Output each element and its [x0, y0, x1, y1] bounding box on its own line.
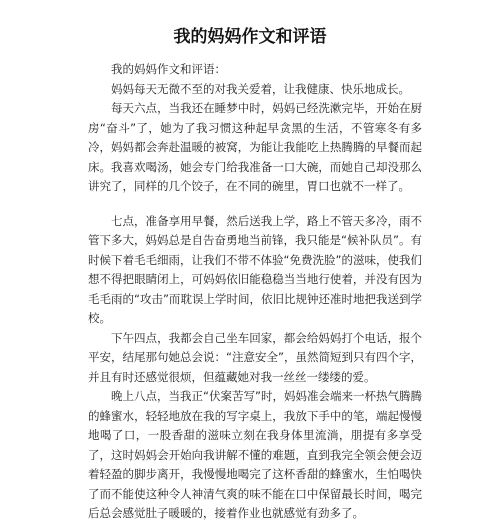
- paragraph: 晚上八点，当我正“伏案苦写”时，妈妈准会端来一杯热气腾腾的蜂蜜水，轻轻地放在我的写字桌上，我放下手中的笔，端起慢慢地喝了口，一股香甜的滋味立刻在我身体里流淌，朋提有多享受了，这时妈妈会开始向我讲解不懂的难题，直到我完全领会便会迈着轻盈的脚步离开，我慢慢地喝完了这杯香甜的蜂蜜水，生怕喝快了而不能使这种令人神清气爽的味不能在口中保留最长时间，喝完后总会感觉肚子暖暖的，接着作业也就感觉有劲多了。: [88, 389, 422, 520]
- paragraph: 妈妈每天无微不至的对我关爱着，让我健康、快乐地成长。: [111, 81, 410, 96]
- document-title: 我的妈妈作文和评语: [173, 27, 327, 47]
- paragraph: 每天六点，当我还在睡梦中时，妈妈已经洗漱完毕，开始在厨房“奋斗”了，她为了我习惯这种起早贪黑的生活，不管寒冬有多冷，妈妈都会奔赴温暖的被窝，为能让我能吃上热腾腾的早餐而起床。我喜欢喝汤，她会专门给我准备一口大碗，而她自己却没那么讲究了，同样的几个饺子，在不同的碗里，胃口也就不一样了。: [88, 101, 422, 193]
- document-body: [88, 60, 422, 524]
- paragraph: 下午四点，我都会自己坐车回家，都会给妈妈打个电话，报个平安，结尾那句她总会说：“注意安全”，虽然简短到只有四个字，并且有时还感觉很烦，但蕴藏她对我一丝丝一缕缕的爱。: [88, 330, 422, 384]
- paragraph-heading: 我的妈妈作文和评语：: [111, 62, 226, 76]
- paragraph: 七点，准备享用早餐，然后送我上学，路上不管天多冷，雨不管下多大，妈妈总是自告奋勇地当前锋，我只能是“候补队员”。有时候下着毛毛细雨，让我们不带不体验“免费洗脸”的滋味，使我们想不得把眼睛闭上，可妈妈依旧能稳稳当当地行使着，并没有因为毛毛雨的“攻击”而耽误上学时间，依旧比规钟还准时地把我送到学校。: [88, 213, 422, 325]
